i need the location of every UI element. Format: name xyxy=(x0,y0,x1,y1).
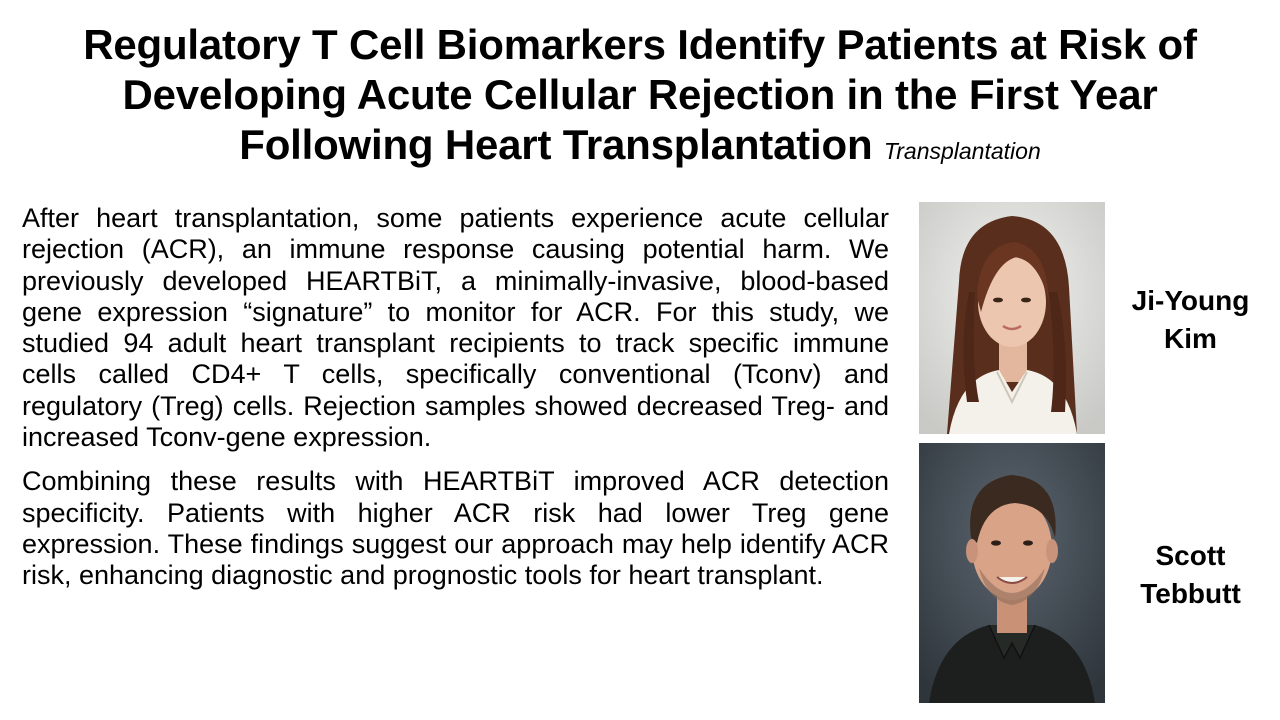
summary-paragraph-2: Combining these results with HEARTBiT improved ACR detection specificity. Patients with higher ACR risk had lower Treg gene expression. These findings suggest our approach may help identify ACR risk, enhancing diagnostic and prognostic tools for heart transplant. xyxy=(22,466,889,591)
summary-paragraph-1: After heart transplantation, some patients experience acute cellular rejection (ACR), an immune response causing potential harm. We previously developed HEARTBiT, a minimally-invasive, blood-based gene expression “signature” to monitor for ACR. For this study, we studied 94 adult heart transplant recipients to track specific immune cells called CD4+ T cells, specifically conventional (Tconv) and regulatory (Treg) cells. Rejection samples showed decreased Treg- and increased Tconv-gene expression. xyxy=(22,203,889,453)
summary-text xyxy=(22,203,889,605)
author-photo-1 xyxy=(919,202,1105,434)
author-photo-2 xyxy=(919,443,1105,703)
slide-title xyxy=(20,20,1260,176)
author-name-1: Ji-Young Kim xyxy=(1131,285,1250,354)
title-main: Regulatory T Cell Biomarkers Identify Patients at Risk of Developing Acute Cellular Rejection in the First Year Following Heart Transplantation xyxy=(83,21,1197,168)
journal-name: Transplantation xyxy=(883,138,1041,164)
author-name-2: Scott Tebbutt xyxy=(1140,540,1241,609)
